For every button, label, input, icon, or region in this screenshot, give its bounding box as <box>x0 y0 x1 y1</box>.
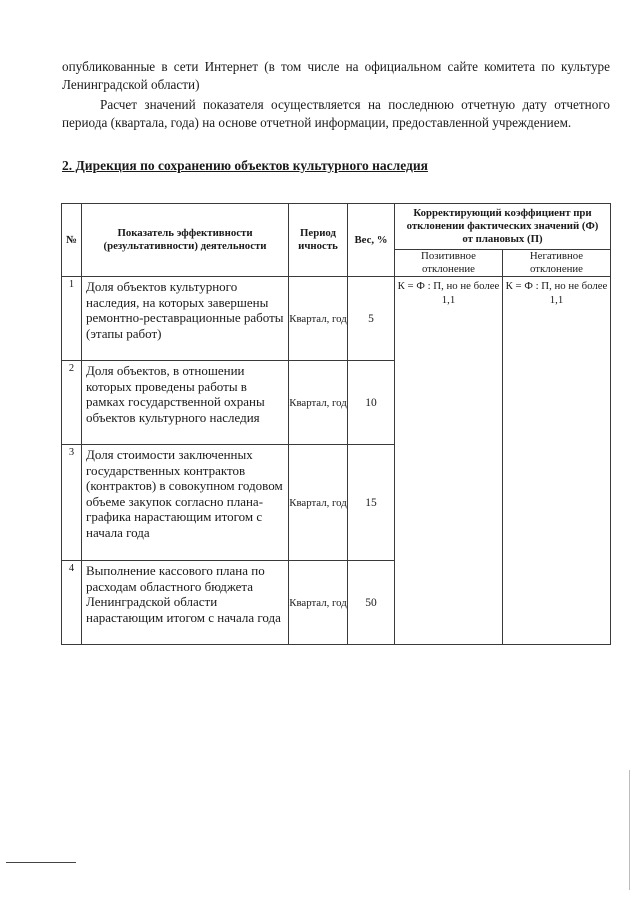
intro-paragraph-1: опубликованные в сети Интернет (в том числе на официальном сайте комитета по культуре Ленинградской области) <box>62 59 610 92</box>
header-period: Период ичность <box>289 204 348 277</box>
footer-rule <box>6 862 76 863</box>
row-indicator: Доля объектов, в отношении которых проведены работы в рамках государственной охраны объектов культурного наследия <box>82 361 289 445</box>
row-number: 2 <box>62 361 82 445</box>
row-number: 1 <box>62 277 82 361</box>
row-period: Квартал, год <box>289 445 348 561</box>
section-title: 2. Дирекция по сохранению объектов культурного наследия <box>62 158 428 173</box>
header-weight: Вес, % <box>348 204 395 277</box>
coefficient-positive: К = Ф : П, но не более 1,1 <box>395 277 503 645</box>
row-period: Квартал, год <box>289 361 348 445</box>
kpi-table <box>61 203 611 645</box>
row-indicator: Доля объектов культурного наследия, на которых завершены ремонтно-реставрационные работы (этапы работ) <box>82 277 289 361</box>
row-indicator: Доля стоимости заключенных государственных контрактов (контрактов) в совокупном годовом объеме закупок согласно плана-графика нарастающим итогом с начала года <box>82 445 289 561</box>
header-number: № <box>62 204 82 277</box>
row-weight: 50 <box>348 561 395 645</box>
header-correction: Корректирующий коэффициент при отклонении фактических значений (Ф) от плановых (П) <box>395 204 611 250</box>
header-indicator: Показатель эффективности (результативности) деятельности <box>82 204 289 277</box>
table-header-row <box>62 204 611 250</box>
row-weight: 5 <box>348 277 395 361</box>
row-weight: 15 <box>348 445 395 561</box>
coefficient-negative: К = Ф : П, но не более 1,1 <box>503 277 611 645</box>
header-positive: Позитивное отклонение <box>395 250 503 277</box>
table-row <box>62 277 611 361</box>
row-period: Квартал, год <box>289 277 348 361</box>
row-indicator: Выполнение кассового плана по расходам областного бюджета Ленинградской области нарастающим итогом с начала года <box>82 561 289 645</box>
row-number: 4 <box>62 561 82 645</box>
intro-paragraph-2: Расчет значений показателя осуществляется на последнюю отчетную дату отчетного периода (квартала, года) на основе отчетной информации, предоставленной учреждением. <box>62 97 610 130</box>
row-period: Квартал, год <box>289 561 348 645</box>
header-negative: Негативное отклонение <box>503 250 611 277</box>
row-weight: 10 <box>348 361 395 445</box>
scan-edge-line <box>629 770 630 890</box>
row-number: 3 <box>62 445 82 561</box>
